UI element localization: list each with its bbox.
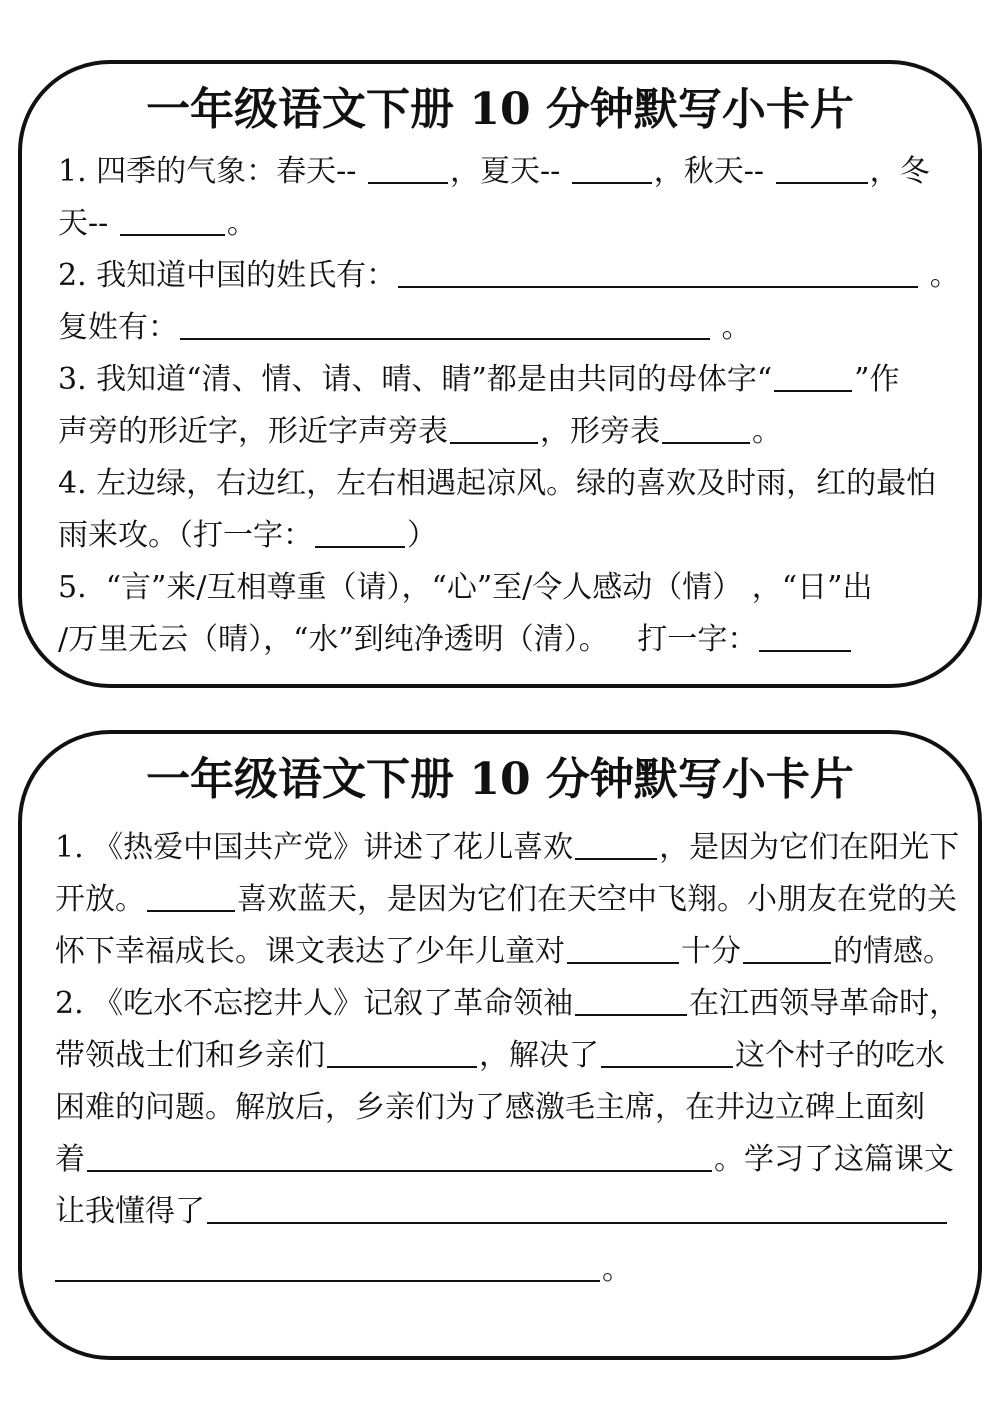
question-text: ，冬 — [869, 154, 930, 189]
question-line — [58, 250, 960, 302]
question-line — [58, 510, 960, 562]
card-body — [55, 822, 959, 1296]
question-text: /万里无云（晴），“水”到纯净透明（清）。 打一字： — [58, 622, 758, 657]
answer-blank — [450, 418, 538, 444]
answer-blank — [575, 834, 657, 860]
answer-blank — [575, 990, 687, 1016]
answer-blank — [327, 1042, 477, 1068]
question-text: 1. 四季的气象：春天-- — [58, 154, 366, 189]
question-line — [58, 614, 960, 666]
question-line — [55, 1082, 959, 1134]
question-text: 。学习了这篇课文 — [714, 1142, 954, 1177]
answer-blank — [398, 262, 918, 288]
question-text: ，秋天-- — [653, 154, 774, 189]
question-text: 开放。 — [55, 882, 145, 917]
card-body — [58, 146, 960, 666]
question-text: ，夏天-- — [449, 154, 570, 189]
question-text: ） — [407, 518, 437, 553]
question-text: 声旁的形近字，形近字声旁表 — [58, 414, 448, 449]
question-text: 2. 我知道中国的姓氏有： — [58, 258, 397, 293]
answer-blank — [120, 210, 225, 236]
card-title: 一年级语文下册 10 分钟默写小卡片 — [146, 754, 854, 805]
question-text: 3. 我知道“清、情、请、晴、睛”都是由共同的母体字“ — [58, 362, 773, 397]
question-text: 。 — [752, 414, 782, 449]
question-text: 1. 《热爱中国共产党》讲述了花儿喜欢 — [55, 830, 574, 865]
question-text: 在江西领导革命时， — [689, 986, 960, 1021]
question-text: 。 — [712, 310, 752, 345]
answer-blank — [774, 366, 852, 392]
question-text: 5. “言”来/互相尊重（请），“心”至/令人感动（情） ，“日”出 — [58, 570, 873, 605]
question-line — [58, 458, 960, 510]
question-line — [58, 562, 960, 614]
question-text: ，解决了 — [479, 1038, 599, 1073]
question-text: 2. 《吃水不忘挖井人》记叙了革命领袖 — [55, 986, 574, 1021]
answer-blank — [759, 626, 851, 652]
answer-blank — [567, 938, 679, 964]
answer-blank — [207, 1198, 947, 1224]
question-text: 的情感。 — [833, 934, 953, 969]
card-title: 一年级语文下册 10 分钟默写小卡片 — [146, 84, 854, 135]
question-line — [58, 146, 960, 198]
question-line — [55, 926, 959, 978]
answer-blank — [180, 314, 710, 340]
question-line — [58, 198, 960, 250]
question-text: 。 — [920, 258, 960, 293]
question-text: ，形旁表 — [540, 414, 660, 449]
question-text: ，是因为它们在阳光下 — [659, 830, 960, 865]
question-text: 带领战士们和乡亲们 — [55, 1038, 325, 1073]
question-line — [58, 302, 960, 354]
question-text: 十分 — [681, 934, 741, 969]
question-text: 雨来攻。（打一字： — [58, 518, 313, 553]
question-text: 让我懂得了 — [55, 1194, 205, 1229]
question-line — [55, 978, 959, 1030]
question-line — [58, 406, 960, 458]
answer-blank — [743, 938, 831, 964]
question-text: 复姓有： — [58, 310, 178, 345]
question-text: ”作 — [854, 362, 900, 397]
question-text: 困难的问题。解放后，乡亲们为了感激毛主席，在井边立碑上面刻 — [55, 1090, 925, 1125]
question-line — [55, 874, 959, 926]
question-text: 天-- — [58, 206, 118, 241]
answer-blank — [368, 158, 448, 184]
answer-blank — [662, 418, 750, 444]
question-line — [55, 1134, 959, 1186]
dictation-card-1 — [18, 60, 982, 688]
dictation-card-2 — [18, 730, 982, 1360]
question-line — [55, 822, 959, 874]
question-text: 。 — [226, 206, 257, 241]
question-text: 4. 左边绿，右边红，左右相遇起凉风。绿的喜欢及时雨，红的最怕 — [58, 466, 937, 501]
answer-blank — [601, 1042, 733, 1068]
question-text: 着 — [55, 1142, 85, 1177]
answer-blank — [55, 1256, 600, 1282]
question-text: 这个村子的吃水 — [735, 1038, 945, 1073]
answer-blank — [87, 1146, 712, 1172]
question-line — [58, 354, 960, 406]
answer-blank — [572, 158, 652, 184]
question-line — [55, 1244, 959, 1296]
question-text: 。 — [602, 1252, 632, 1287]
question-text: 喜欢蓝天，是因为它们在天空中飞翔。小朋友在党的关 — [237, 882, 957, 917]
answer-blank — [315, 522, 405, 548]
question-line — [55, 1186, 959, 1238]
question-line — [55, 1030, 959, 1082]
answer-blank — [776, 158, 868, 184]
answer-blank — [147, 886, 235, 912]
question-text: 怀下幸福成长。课文表达了少年儿童对 — [55, 934, 565, 969]
